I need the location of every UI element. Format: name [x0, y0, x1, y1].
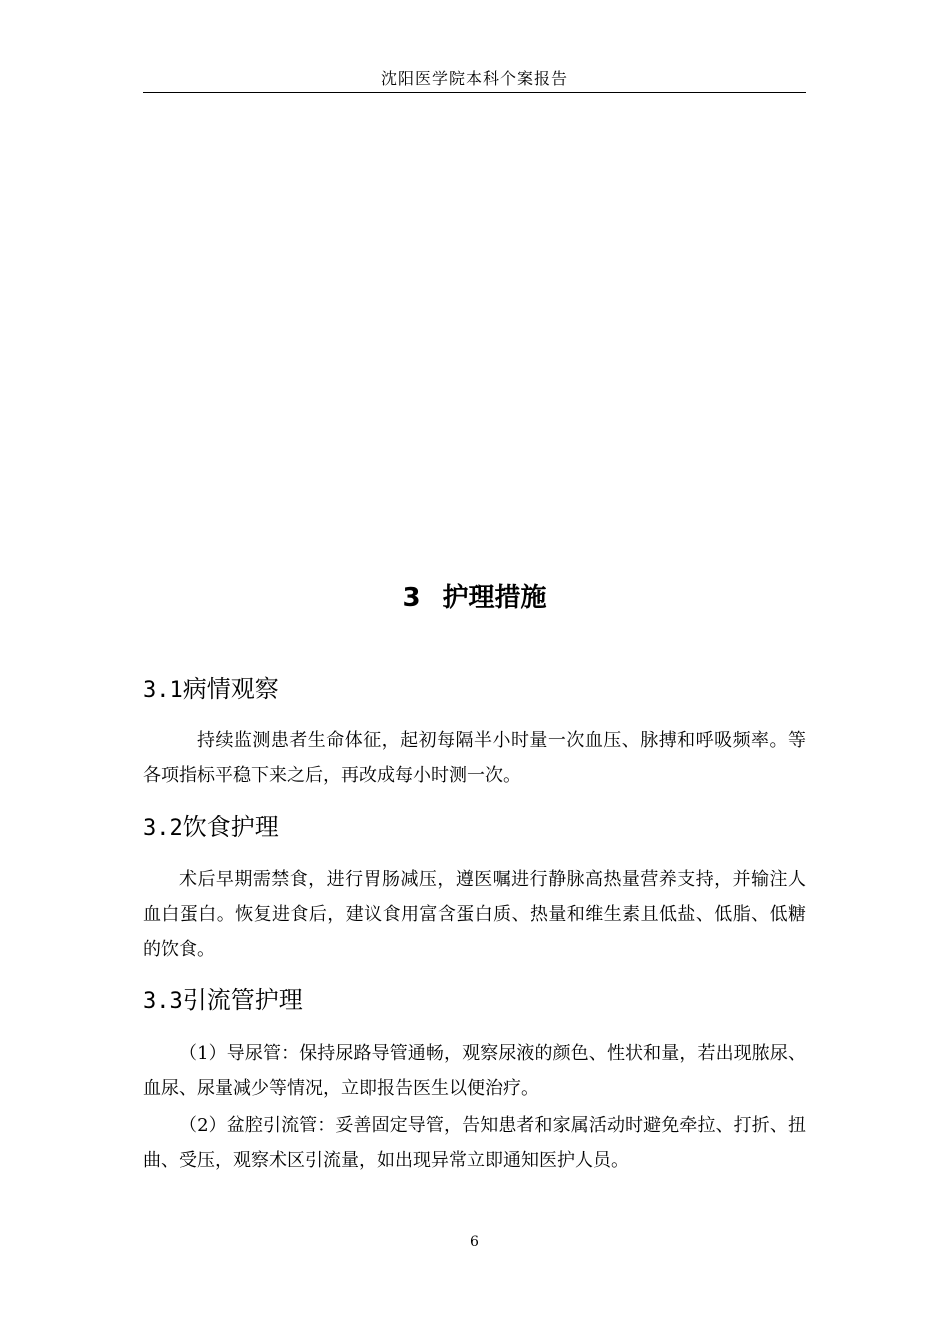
- page-number: 6: [470, 1234, 479, 1250]
- paragraph-diet: 术后早期需禁食，进行胃肠减压，遵医嘱进行静脉高热量营养支持，并输注人血白蛋白。恢复进食后，建议食用富含蛋白质、热量和维生素且低盐、低脂、低糖的饮食。: [143, 869, 806, 960]
- paragraph-observation: 持续监测患者生命体征，起初每隔半小时量一次血压、脉搏和呼吸频率。等各项指标平稳下来之后，再改成每小时测一次。: [143, 730, 806, 786]
- section-heading-3-1: [143, 671, 279, 709]
- chapter-number: 3: [402, 583, 421, 613]
- section-number: 3.2: [143, 816, 183, 841]
- section-number: 3.1: [143, 678, 183, 703]
- section-heading-3-2: [143, 809, 279, 847]
- header-rule: [143, 92, 806, 93]
- section-number: 3.3: [143, 989, 183, 1014]
- paragraph-urinary-catheter: （1）导尿管：保持尿路导管通畅，观察尿液的颜色、性状和量，若出现脓尿、血尿、尿量减少等情况，立即报告医生以便治疗。: [143, 1043, 806, 1099]
- section-title: 病情观察: [182, 675, 279, 703]
- page-header: 沈阳医学院本科个案报告: [380, 69, 568, 88]
- section-heading-3-3: [143, 982, 303, 1020]
- section-title: 饮食护理: [182, 813, 279, 841]
- section-title: 引流管护理: [182, 986, 303, 1014]
- paragraph-pelvic-drain: （2）盆腔引流管：妥善固定导管，告知患者和家属活动时避免牵拉、打折、扭曲、受压，观察术区引流量，如出现异常立即通知医护人员。: [143, 1115, 806, 1171]
- chapter-title: [143, 578, 806, 618]
- chapter-title-text: 护理措施: [442, 583, 547, 613]
